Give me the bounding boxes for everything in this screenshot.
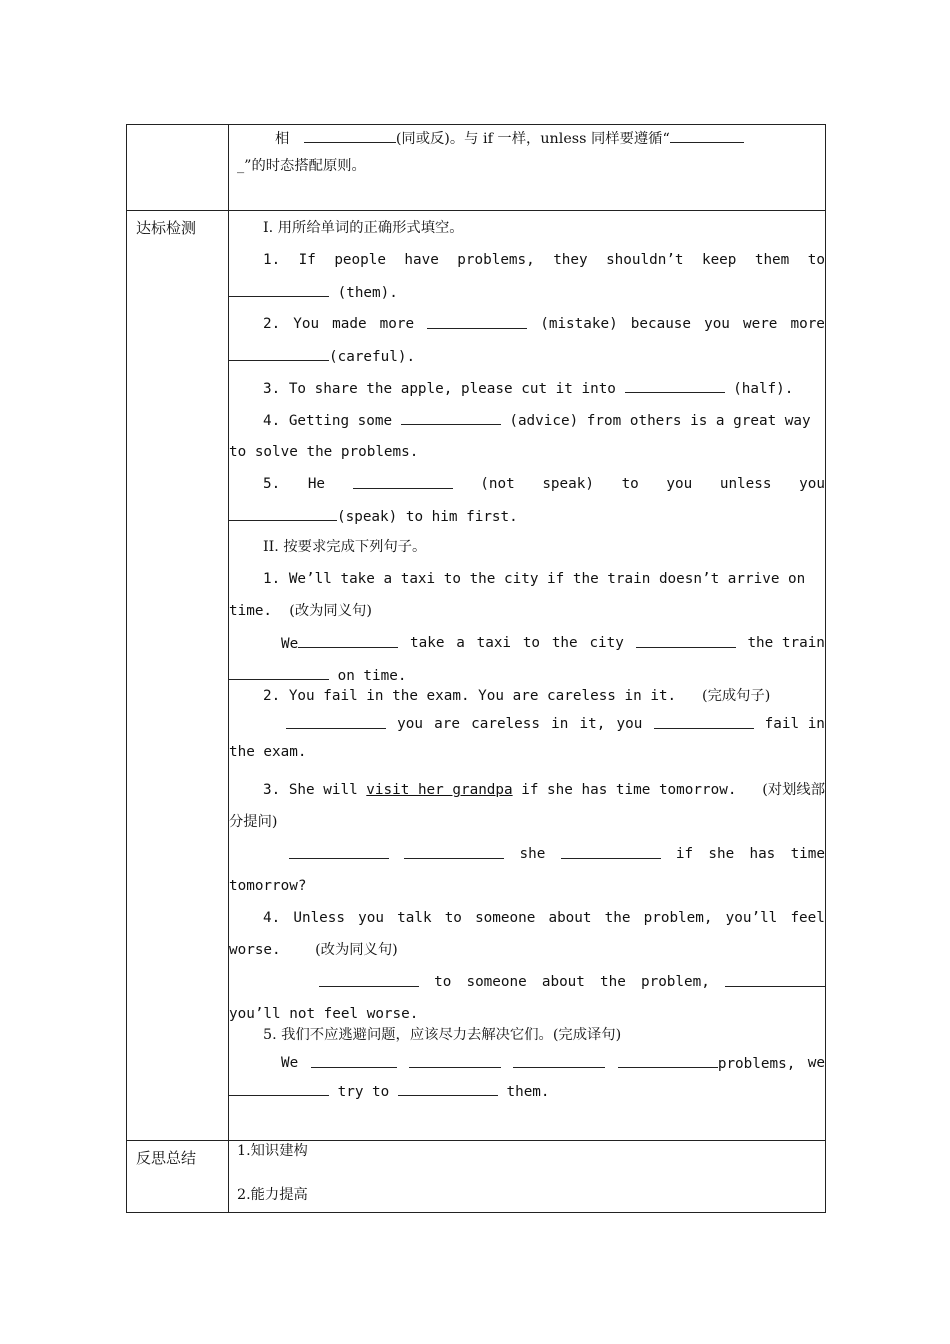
- w: you: [799, 476, 825, 492]
- w: city: [589, 635, 624, 651]
- s2-line: [229, 686, 825, 706]
- s2-line-2: [229, 714, 825, 734]
- w: the train: [747, 635, 825, 651]
- instruction-note: (完成句子): [702, 688, 771, 704]
- w: to: [522, 635, 541, 651]
- answer-blank[interactable]: [229, 282, 329, 297]
- w: more: [379, 316, 415, 332]
- w: you: [704, 316, 730, 332]
- w: the: [600, 974, 626, 990]
- w: problems,: [717, 1056, 796, 1072]
- w: it,: [579, 716, 606, 732]
- w: speak): [542, 476, 594, 492]
- q5-line: [229, 474, 825, 494]
- s3-line: [229, 780, 825, 800]
- w: if: [675, 846, 694, 862]
- w: you: [358, 910, 384, 926]
- text: (them).: [337, 285, 398, 301]
- answer-blank[interactable]: [319, 972, 419, 987]
- w: have: [404, 252, 439, 268]
- answer-blank[interactable]: [618, 1053, 718, 1068]
- w: because: [630, 316, 692, 332]
- grammar-note-cell: [229, 125, 826, 211]
- instruction-note: (改为同义句): [315, 942, 398, 958]
- w: to: [434, 974, 452, 990]
- w: to: [807, 252, 825, 268]
- w: 4.: [263, 910, 281, 926]
- s1-line-3: [229, 633, 825, 653]
- w: We: [281, 636, 299, 652]
- text: (careful).: [329, 349, 416, 365]
- text: 3. To share the apple, please cut it into: [263, 381, 616, 397]
- answer-blank[interactable]: [304, 128, 396, 143]
- s4-line-4: you’ll not feel worse.: [229, 1006, 419, 1022]
- answer-blank[interactable]: [229, 506, 337, 521]
- group: [263, 780, 736, 800]
- label-practice: 达标检测: [127, 211, 229, 1141]
- w: someone: [466, 974, 527, 990]
- w: in: [551, 716, 569, 732]
- q3-line: [229, 378, 825, 398]
- answer-blank[interactable]: [229, 1081, 329, 1096]
- w: fail in: [764, 716, 825, 732]
- w: people: [334, 252, 386, 268]
- reflection-item-1: 1.知识建构: [237, 1143, 308, 1159]
- w: about: [541, 974, 585, 990]
- instruction-note: (对划线部: [762, 782, 825, 798]
- text: (speak) to him first.: [337, 509, 518, 525]
- answer-blank[interactable]: [401, 410, 501, 425]
- w: she: [519, 846, 546, 862]
- row-grammar-note: [127, 125, 826, 211]
- answer-blank[interactable]: [398, 1081, 498, 1096]
- w: they: [553, 252, 588, 268]
- q5-line-2: [229, 506, 825, 526]
- text: 相: [275, 131, 290, 147]
- s5-line-3: [229, 1081, 825, 1101]
- s4-line-2: [229, 940, 825, 960]
- w: more: [790, 316, 825, 332]
- w: made: [332, 316, 367, 332]
- w: she: [708, 846, 735, 862]
- w: taxi: [476, 635, 512, 651]
- text: _”的时态搭配原则。: [237, 158, 366, 174]
- answer-blank[interactable]: [636, 633, 736, 648]
- s4-line: [229, 908, 825, 928]
- answer-blank[interactable]: [229, 346, 329, 361]
- text: 2. You fail in the exam. You are careless in it.: [263, 688, 677, 704]
- w: were: [742, 316, 778, 332]
- w: about: [548, 910, 592, 926]
- answer-blank[interactable]: [670, 128, 744, 143]
- w: to: [621, 476, 639, 492]
- section-2-title: II. 按要求完成下列句子。: [263, 539, 427, 555]
- w: we: [807, 1055, 825, 1071]
- w: (mistake): [540, 316, 618, 332]
- answer-blank[interactable]: [404, 844, 504, 859]
- w: a: [456, 635, 465, 651]
- w: you’ll: [725, 910, 778, 926]
- w: the: [604, 910, 631, 926]
- w: the: [551, 635, 578, 651]
- label-reflection: 反思总结: [127, 1141, 229, 1213]
- w: has: [749, 846, 776, 862]
- answer-blank[interactable]: [289, 844, 389, 859]
- answer-blank[interactable]: [353, 474, 453, 489]
- q2-line-2: [229, 346, 825, 366]
- w: problems,: [457, 252, 535, 268]
- group: [618, 1053, 795, 1073]
- answer-blank[interactable]: [298, 633, 398, 648]
- q1-line: [229, 250, 825, 270]
- text: on time.: [337, 668, 407, 684]
- w: feel: [790, 910, 825, 926]
- w: careless: [471, 716, 540, 732]
- w: you: [616, 716, 643, 732]
- s3-line-2: 分提问): [229, 814, 278, 830]
- text: (advice) from others is a great way: [509, 413, 811, 429]
- s4-line-3: [229, 972, 825, 992]
- text: time.: [229, 603, 273, 619]
- text: (half).: [733, 381, 794, 397]
- text: if she has time tomorrow.: [521, 782, 737, 798]
- answer-blank[interactable]: [561, 844, 661, 859]
- w: them: [754, 252, 790, 268]
- w: (not: [480, 476, 515, 492]
- answer-blank[interactable]: [625, 378, 725, 393]
- w: are: [434, 716, 460, 732]
- row-reflection: [127, 1141, 826, 1213]
- instruction-note: (改为同义句): [289, 603, 372, 619]
- w: unless: [719, 476, 772, 492]
- w: If: [298, 252, 316, 268]
- answer-blank[interactable]: [311, 1053, 397, 1068]
- underlined-phrase: visit her grandpa: [366, 782, 513, 798]
- q1-line-2: [229, 282, 825, 302]
- reflection-cell: [229, 1141, 826, 1213]
- answer-blank[interactable]: [725, 972, 825, 987]
- s3-line-4: tomorrow?: [229, 878, 307, 894]
- answer-blank[interactable]: [409, 1053, 501, 1068]
- w: time: [790, 846, 825, 862]
- reflection-item-2: 2.能力提高: [237, 1187, 308, 1203]
- w: problem,: [640, 974, 710, 990]
- w: problem,: [643, 910, 713, 926]
- text: 4. Getting some: [263, 413, 393, 429]
- worksheet-table: [126, 124, 826, 1213]
- s3-line-3: [229, 844, 825, 864]
- q2-line: [229, 314, 825, 334]
- text: try to: [337, 1084, 390, 1100]
- w: take: [410, 635, 445, 651]
- section-1-title: I. 用所给单词的正确形式填空。: [263, 220, 464, 236]
- row-practice: [127, 211, 826, 1141]
- w: shouldn’t: [606, 252, 684, 268]
- w: keep: [701, 252, 737, 268]
- w: 5.: [263, 476, 281, 492]
- answer-blank[interactable]: [286, 714, 386, 729]
- s5-line-2: [229, 1053, 825, 1073]
- s1-line-4: [229, 665, 825, 685]
- q4-line: [229, 410, 825, 430]
- w: you: [397, 716, 423, 732]
- answer-blank[interactable]: [654, 714, 754, 729]
- w: you: [666, 476, 693, 492]
- w: We: [281, 1055, 299, 1071]
- answer-blank[interactable]: [513, 1053, 605, 1068]
- text: 3. She will: [263, 782, 358, 798]
- w: 2.: [263, 316, 281, 332]
- s2-line-3: the exam.: [229, 744, 307, 760]
- group: [281, 633, 398, 653]
- practice-cell: [229, 211, 826, 1141]
- w: Unless: [293, 910, 346, 926]
- s5-line: 5. 我们不应逃避问题，应该尽力去解决它们。(完成译句): [263, 1027, 622, 1043]
- label-empty: [127, 125, 229, 211]
- w: to: [444, 910, 462, 926]
- w: 1.: [263, 252, 281, 268]
- answer-blank[interactable]: [427, 314, 527, 329]
- w: You: [293, 316, 320, 332]
- w: someone: [475, 910, 536, 926]
- w: He: [307, 476, 326, 492]
- text: (同或反)。与 if 一样，unless 同样要遵循“: [395, 131, 670, 147]
- grammar-line-2: [229, 156, 825, 176]
- w: talk: [397, 910, 432, 926]
- q4-line-2: to solve the problems.: [229, 444, 419, 460]
- s1-line-2: [229, 601, 825, 621]
- text: worse.: [229, 942, 281, 958]
- text: them.: [506, 1084, 550, 1100]
- grammar-line-1: [229, 128, 825, 148]
- answer-blank[interactable]: [229, 665, 329, 680]
- s1-line: 1. We’ll take a taxi to the city if the train doesn’t arrive on: [263, 571, 806, 587]
